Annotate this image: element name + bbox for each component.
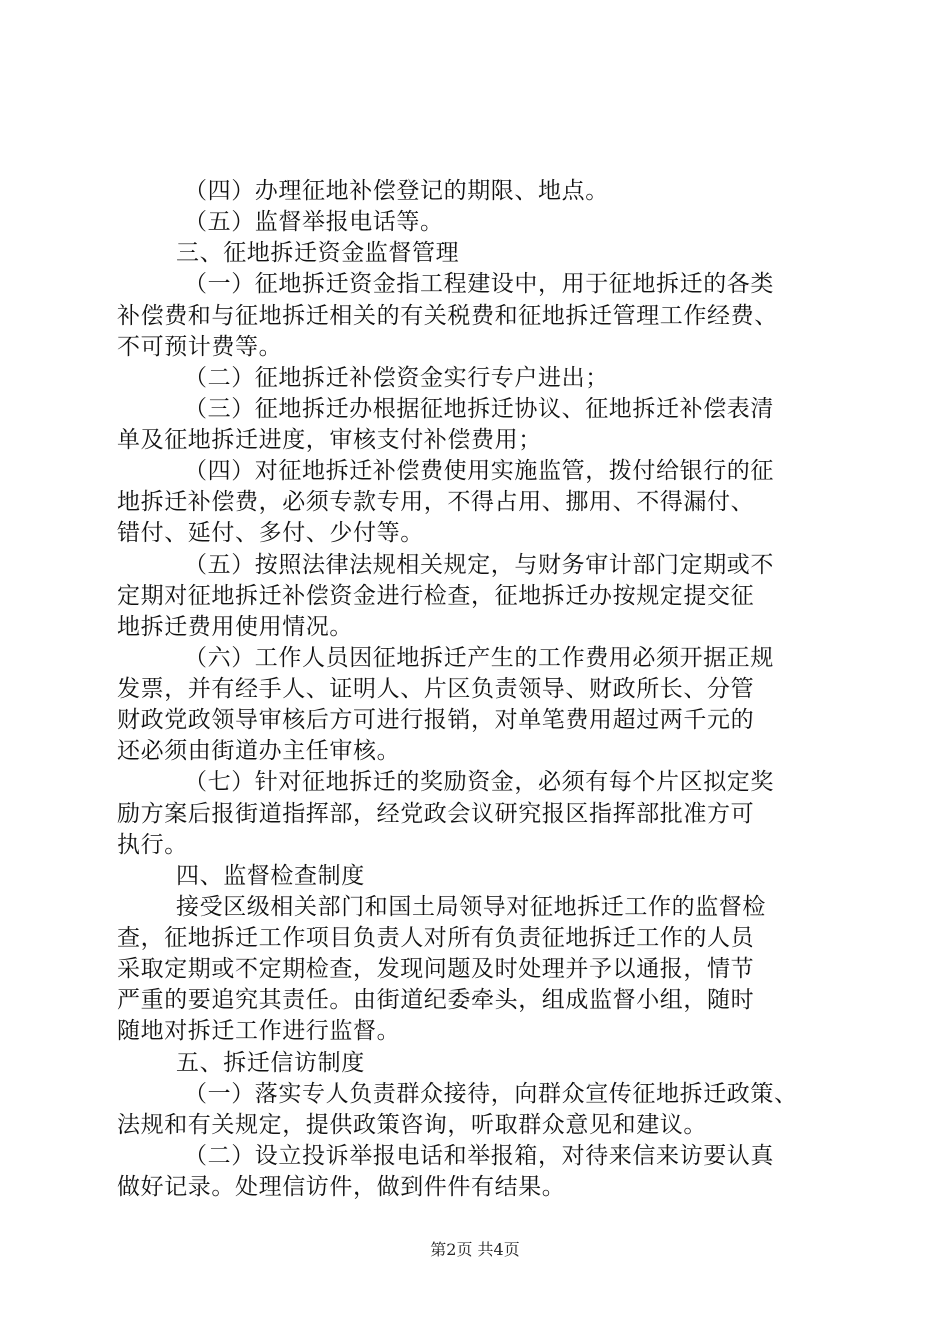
- paragraph-line: 财政党政领导审核后方可进行报销，对单笔费用超过两千元的: [117, 707, 755, 733]
- paragraph-line: （二）设立投诉举报电话和举报箱，对待来信来访要认真: [184, 1143, 774, 1169]
- paragraph-line: 地拆迁补偿费，必须专款专用，不得占用、挪用、不得漏付、: [117, 489, 755, 515]
- paragraph-line: （三）征地拆迁办根据征地拆迁协议、征地拆迁补偿表清: [184, 396, 774, 422]
- paragraph-line: （五）监督举报电话等。: [184, 209, 444, 235]
- paragraph-line: 执行。: [117, 832, 188, 858]
- paragraph-line: 不可预计费等。: [117, 334, 283, 360]
- paragraph-line: （七）针对征地拆迁的奖励资金，必须有每个片区拟定奖: [184, 769, 774, 795]
- paragraph-line: 采取定期或不定期检查，发现问题及时处理并予以通报，情节: [117, 956, 755, 982]
- page-number-footer: 第2页 共4页: [430, 1240, 520, 1259]
- paragraph-line: 地拆迁费用使用情况。: [117, 614, 353, 640]
- paragraph-line: 补偿费和与征地拆迁相关的有关税费和征地拆迁管理工作经费、: [117, 303, 778, 329]
- section-heading: 五、拆迁信访制度: [176, 1050, 365, 1076]
- section-heading: 三、征地拆迁资金监督管理: [176, 240, 460, 266]
- paragraph-line: 随地对拆迁工作进行监督。: [117, 1018, 401, 1044]
- paragraph-line: （一）落实专人负责群众接待，向群众宣传征地拆迁政策、: [184, 1081, 798, 1107]
- paragraph-line: 做好记录。处理信访件，做到件件有结果。: [117, 1174, 566, 1200]
- paragraph-line: （六）工作人员因征地拆迁产生的工作费用必须开据正规: [184, 645, 774, 671]
- paragraph-line: 励方案后报街道指挥部，经党政会议研究报区指挥部批准方可: [117, 801, 755, 827]
- section-heading: 四、监督检查制度: [176, 863, 365, 889]
- paragraph-line: 错付、延付、多付、少付等。: [117, 520, 424, 546]
- paragraph-line: 发票，并有经手人、证明人、片区负责领导、财政所长、分管: [117, 676, 755, 702]
- paragraph-line: 查，征地拆迁工作项目负责人对所有负责征地拆迁工作的人员: [117, 925, 755, 951]
- paragraph-line: （五）按照法律法规相关规定，与财务审计部门定期或不: [184, 552, 774, 578]
- paragraph-line: （四）对征地拆迁补偿费使用实施监管，拨付给银行的征: [184, 458, 774, 484]
- paragraph-line: 严重的要追究其责任。由街道纪委牵头，组成监督小组，随时: [117, 987, 755, 1013]
- paragraph-line: （二）征地拆迁补偿资金实行专户进出；: [184, 365, 609, 391]
- paragraph-line: 定期对征地拆迁补偿资金进行检查，征地拆迁办按规定提交征: [117, 583, 755, 609]
- paragraph-line: （四）办理征地补偿登记的期限、地点。: [184, 178, 609, 204]
- paragraph-line: 单及征地拆迁进度，审核支付补偿费用；: [117, 427, 542, 453]
- paragraph-line: 还必须由街道办主任审核。: [117, 738, 401, 764]
- paragraph-line: 接受区级相关部门和国土局领导对征地拆迁工作的监督检: [176, 894, 766, 920]
- paragraph-line: 法规和有关规定，提供政策咨询，听取群众意见和建议。: [117, 1112, 707, 1138]
- paragraph-line: （一）征地拆迁资金指工程建设中，用于征地拆迁的各类: [184, 271, 774, 297]
